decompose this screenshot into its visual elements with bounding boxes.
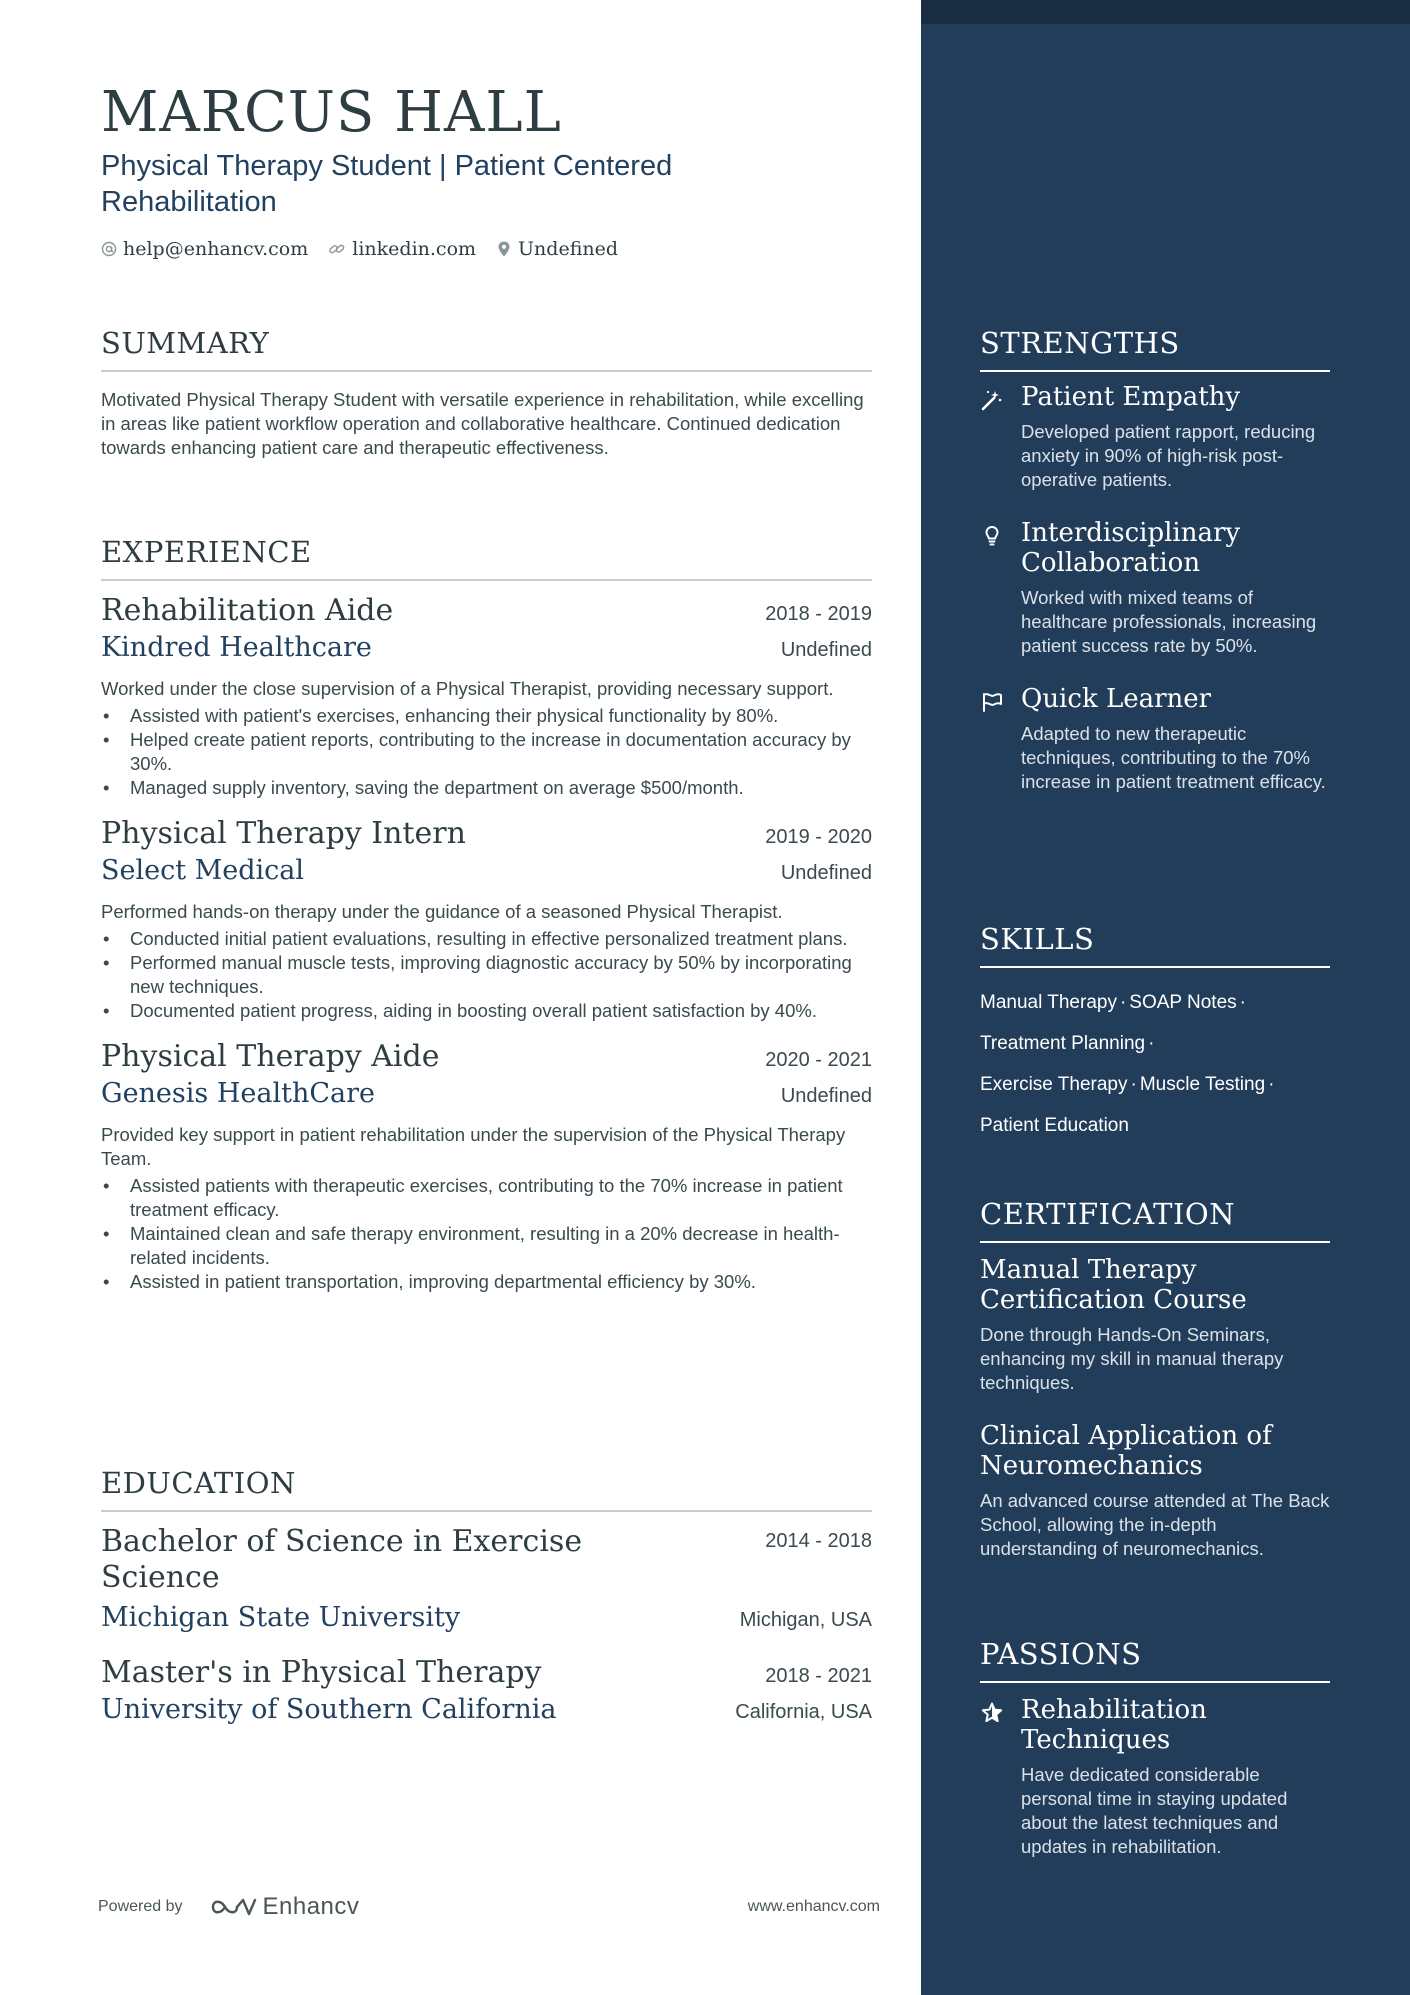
at-icon xyxy=(101,241,117,257)
education-section xyxy=(101,1466,872,1725)
job-location: Undefined xyxy=(780,1085,872,1107)
skills-list xyxy=(980,982,1330,1146)
job-dates: 2019 - 2020 xyxy=(765,826,872,848)
passion-title: Rehabilitation Techniques xyxy=(1021,1695,1207,1755)
star-icon xyxy=(980,1701,1004,1725)
skill-separator: · xyxy=(1268,1074,1275,1095)
candidate-headline: Physical Therapy Student | Patient Centered Rehabilitation xyxy=(101,150,673,218)
experience-subheader xyxy=(101,855,872,886)
location-pin-icon xyxy=(496,240,512,258)
skill-separator: · xyxy=(1130,1074,1137,1095)
strength-title: Interdisciplinary Collaboration xyxy=(1021,518,1241,578)
section-title-experience: EXPERIENCE xyxy=(101,535,872,581)
school-name: Michigan State University xyxy=(101,1602,461,1633)
education-subheader xyxy=(101,1694,872,1725)
education-header xyxy=(101,1655,872,1690)
magic-wand-icon xyxy=(980,388,1004,412)
link-icon xyxy=(328,241,346,257)
job-bullet: • Conducted initial patient evaluations, resulting in effective personalized treatment plans. xyxy=(101,927,872,951)
skill-separator: · xyxy=(1119,992,1127,1013)
passions-section xyxy=(980,1637,1330,1859)
skill-separator: · xyxy=(1239,992,1246,1013)
education-item xyxy=(101,1524,872,1633)
section-title-certification: CERTIFICATION xyxy=(980,1197,1330,1243)
strength-item xyxy=(980,518,1330,658)
education-header xyxy=(101,1524,872,1596)
job-bullet: • Assisted in patient transportation, improving departmental efficiency by 30%. xyxy=(101,1270,872,1294)
enhancv-brand: Enhancv xyxy=(262,1893,360,1920)
sidebar xyxy=(921,0,1410,1995)
skill-tag: Treatment Planning xyxy=(980,1033,1146,1054)
job-location: Undefined xyxy=(780,862,872,884)
skills-line xyxy=(980,1105,1330,1146)
experience-section xyxy=(101,535,872,1294)
job-bullet: • Documented patient progress, aiding in boosting overall patient satisfaction by 40%. xyxy=(101,999,872,1023)
contact-email[interactable] xyxy=(101,238,308,260)
job-description: Performed hands-on therapy under the guidance of a seasoned Physical Therapist. xyxy=(101,901,783,922)
job-title: Physical Therapy Aide xyxy=(101,1039,440,1074)
education-dates: 2018 - 2021 xyxy=(765,1665,872,1687)
job-title: Rehabilitation Aide xyxy=(101,593,394,628)
job-dates: 2020 - 2021 xyxy=(765,1049,872,1071)
strength-item xyxy=(980,382,1330,492)
job-dates: 2018 - 2019 xyxy=(765,603,872,625)
experience-item xyxy=(101,593,872,800)
skill-tag: Exercise Therapy xyxy=(980,1074,1128,1095)
company-name: Select Medical xyxy=(101,855,305,886)
school-location: Michigan, USA xyxy=(739,1609,872,1631)
certification-description: Done through Hands-On Seminars, enhancing my skill in manual therapy techniques. xyxy=(980,1324,1284,1393)
skills-line xyxy=(980,1064,1330,1105)
job-bullets xyxy=(101,704,872,800)
experience-item xyxy=(101,1039,872,1294)
job-description: Provided key support in patient rehabilitation under the supervision of the Physical Therapy Team. xyxy=(101,1124,846,1169)
summary-text: Motivated Physical Therapy Student with versatile experience in rehabilitation, while excelling in areas like patient workflow operation and collaborative healthcare. Continued dedication towards enhancing patient care and therapeutic effectiveness. xyxy=(101,389,864,458)
skill-tag: Manual Therapy xyxy=(980,992,1117,1013)
strength-description: Adapted to new therapeutic techniques, contributing to the 70% increase in patient treatment efficacy. xyxy=(1021,723,1326,792)
certification-title: Clinical Application of Neuromechanics xyxy=(980,1421,1272,1481)
strength-title: Quick Learner xyxy=(1021,684,1212,714)
school-location: California, USA xyxy=(735,1701,872,1723)
job-bullet: • Assisted patients with therapeutic exercises, contributing to the 70% increase in patient treatment efficacy. xyxy=(101,1174,872,1222)
powered-by-label: Powered by xyxy=(98,1898,183,1915)
section-title-summary: SUMMARY xyxy=(101,326,872,372)
experience-subheader xyxy=(101,1078,872,1109)
experience-subheader xyxy=(101,632,872,663)
contact-linkedin[interactable] xyxy=(328,238,476,260)
passion-description: Have dedicated considerable personal time in staying updated about the latest techniques and updates in rehabilitation. xyxy=(1021,1764,1288,1857)
experience-header xyxy=(101,1039,872,1074)
skills-line xyxy=(980,1023,1330,1064)
strength-description: Developed patient rapport, reducing anxiety in 90% of high-risk post-operative patients. xyxy=(1021,421,1316,490)
job-description: Worked under the close supervision of a Physical Therapist, providing necessary support. xyxy=(101,678,834,699)
education-dates: 2014 - 2018 xyxy=(765,1530,872,1552)
education-item xyxy=(101,1655,872,1725)
section-title-strengths: STRENGTHS xyxy=(980,326,1330,372)
footer xyxy=(98,1893,880,1921)
certification-item xyxy=(980,1255,1330,1395)
job-bullet: • Helped create patient reports, contributing to the increase in documentation accuracy by 30%. xyxy=(101,728,872,776)
certification-item xyxy=(980,1421,1330,1561)
certification-description: An advanced course attended at The Back School, allowing the in-depth understanding of neuromechanics. xyxy=(980,1490,1330,1559)
skills-section xyxy=(980,922,1330,1146)
job-bullet: • Assisted with patient's exercises, enhancing their physical functionality by 80%. xyxy=(101,704,872,728)
experience-item xyxy=(101,816,872,1023)
experience-header xyxy=(101,593,872,628)
job-title: Physical Therapy Intern xyxy=(101,816,466,851)
footer-url[interactable]: www.enhancv.com xyxy=(747,1898,880,1915)
enhancv-logo-icon xyxy=(209,1895,257,1919)
section-title-education: EDUCATION xyxy=(101,1466,872,1512)
skills-line xyxy=(980,982,1330,1023)
candidate-name: MARCUS HALL xyxy=(101,80,562,145)
sidebar-top-band xyxy=(921,0,1410,24)
job-bullets xyxy=(101,1174,872,1294)
job-bullet: • Performed manual muscle tests, improving diagnostic accuracy by 50% by incorporating new techniques. xyxy=(101,951,872,999)
skill-tag: Patient Education xyxy=(980,1115,1129,1136)
enhancv-logo[interactable] xyxy=(209,1893,360,1921)
passion-item xyxy=(980,1695,1330,1859)
strength-item xyxy=(980,684,1330,794)
strength-description: Worked with mixed teams of healthcare professionals, increasing patient success rate by 50%. xyxy=(1021,587,1317,656)
education-subheader xyxy=(101,1602,872,1633)
job-bullets xyxy=(101,927,872,1023)
email-text: help@enhancv.com xyxy=(123,238,309,260)
strength-title: Patient Empathy xyxy=(1021,382,1241,412)
linkedin-text: linkedin.com xyxy=(352,238,477,260)
skill-tag: SOAP Notes xyxy=(1129,992,1237,1013)
job-location: Undefined xyxy=(780,639,872,661)
skill-tag: Muscle Testing xyxy=(1139,1074,1266,1095)
contact-bar xyxy=(101,238,638,260)
company-name: Kindred Healthcare xyxy=(101,632,372,663)
job-bullet: • Maintained clean and safe therapy environment, resulting in a 20% decrease in health-related incidents. xyxy=(101,1222,872,1270)
experience-header xyxy=(101,816,872,851)
degree-title: Bachelor of Science in Exercise Science xyxy=(101,1524,583,1595)
flag-icon xyxy=(980,690,1004,714)
powered-by xyxy=(98,1893,359,1921)
location-text: Undefined xyxy=(518,238,619,260)
certification-section xyxy=(980,1197,1330,1561)
company-name: Genesis HealthCare xyxy=(101,1078,375,1109)
section-title-passions: PASSIONS xyxy=(980,1637,1330,1683)
school-name: University of Southern California xyxy=(101,1694,557,1725)
certification-title: Manual Therapy Certification Course xyxy=(980,1255,1247,1315)
section-title-skills: SKILLS xyxy=(980,922,1330,968)
job-bullet: • Managed supply inventory, saving the department on average $500/month. xyxy=(101,776,872,800)
lightbulb-icon xyxy=(980,524,1004,548)
degree-title: Master's in Physical Therapy xyxy=(101,1655,542,1690)
contact-location xyxy=(496,238,618,260)
skill-separator: · xyxy=(1148,1033,1155,1054)
strengths-section xyxy=(980,326,1330,794)
summary-section xyxy=(101,326,872,460)
